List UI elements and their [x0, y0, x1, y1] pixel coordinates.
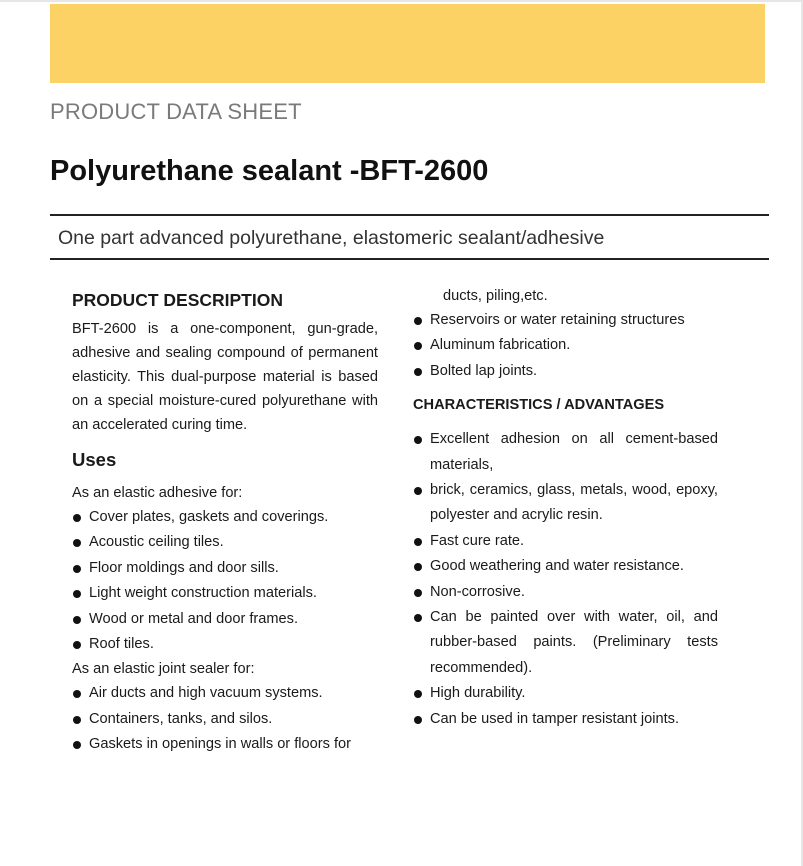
bullet-icon [73, 565, 81, 573]
list-item-text: Excellent adhesion on all cement-based materials, [430, 431, 718, 473]
characteristics-list [413, 427, 718, 732]
list-item [72, 505, 378, 530]
list-item-text: Gaskets in openings in walls or floors for [89, 736, 351, 753]
bullet-icon [73, 514, 81, 522]
bullet-icon [73, 716, 81, 724]
list-item [72, 732, 378, 757]
list-item-text: brick, ceramics, glass, metals, wood, epoxy, polyester and acrylic resin. [430, 482, 718, 524]
adhesive-list [72, 505, 378, 657]
list-item-text: Bolted lap joints. [430, 362, 538, 379]
description-heading: PRODUCT DESCRIPTION [72, 290, 283, 310]
list-item-text: Floor moldings and door sills. [89, 559, 279, 576]
list-item [413, 554, 718, 579]
list-item [413, 478, 718, 529]
adhesive-intro: As an elastic adhesive for: [72, 485, 243, 501]
bullet-icon [73, 539, 81, 547]
list-item [72, 581, 378, 606]
bullet-icon [414, 716, 422, 724]
list-item [413, 707, 718, 732]
bullet-icon [414, 368, 422, 376]
list-item-text: Aluminum fabrication. [430, 337, 571, 354]
right-column [413, 284, 718, 732]
description-text: BFT-2600 is a one-component, gun-grade, adhesive and sealing compound of permanent elasticity. This dual-purpose material is based on a special moisture-cured polyurethane with an accelerated curing time. [72, 321, 378, 433]
list-item [413, 681, 718, 706]
bullet-icon [73, 590, 81, 598]
bullet-icon [414, 342, 422, 350]
list-item [72, 707, 378, 732]
list-item [72, 530, 378, 555]
list-item-text: Good weathering and water resistance. [430, 558, 684, 575]
left-column [72, 288, 378, 758]
bullet-icon [414, 317, 422, 325]
bullet-icon [414, 690, 422, 698]
list-item-text: Can be painted over with water, oil, and rubber-based paints. (Preliminary tests recommended). [430, 609, 718, 676]
list-item [413, 605, 718, 681]
page-edge-top [0, 0, 803, 2]
list-item-text: Wood or metal and door frames. [89, 610, 299, 627]
bullet-icon [73, 690, 81, 698]
bullet-icon [73, 741, 81, 749]
list-item [413, 333, 718, 358]
bullet-icon [414, 563, 422, 571]
bullet-icon [414, 614, 422, 622]
list-item-text: Containers, tanks, and silos. [89, 710, 273, 727]
product-title: Polyurethane sealant -BFT-2600 [50, 155, 489, 187]
characteristics-heading: CHARACTERISTICS / ADVANTAGES [413, 397, 665, 414]
list-item-text: Reservoirs or water retaining structures [430, 312, 685, 328]
list-item-text: Air ducts and high vacuum systems. [89, 685, 323, 702]
bullet-icon [414, 589, 422, 597]
sheet-label: PRODUCT DATA SHEET [50, 99, 302, 124]
list-item [413, 427, 718, 478]
joint-intro: As an elastic joint sealer for: [72, 661, 255, 678]
title-divider-bottom [50, 258, 769, 260]
list-item-text: High durability. [430, 685, 526, 702]
list-item-text: Fast cure rate. [430, 532, 525, 549]
list-item-text: Cover plates, gaskets and coverings. [89, 509, 329, 525]
joint-list-continuation: ducts, piling,etc. [443, 288, 548, 304]
list-item [413, 308, 718, 333]
list-item-text: Acoustic ceiling tiles. [89, 534, 224, 551]
bullet-icon [414, 538, 422, 546]
list-item-text: Light weight construction materials. [89, 585, 317, 602]
list-item [413, 529, 718, 554]
bullet-icon [73, 616, 81, 624]
list-item [413, 580, 718, 605]
bullet-icon [414, 436, 422, 444]
title-divider-top [50, 214, 769, 216]
list-item-text: Can be used in tamper resistant joints. [430, 710, 680, 727]
joint-list [72, 681, 378, 757]
list-item-text: Non-corrosive. [430, 583, 525, 600]
bullet-icon [73, 641, 81, 649]
joint-list-continued [413, 308, 718, 384]
uses-heading: Uses [72, 449, 117, 470]
product-subtitle: One part advanced polyurethane, elastomeric sealant/adhesive [58, 227, 605, 249]
list-item [72, 681, 378, 706]
header-color-band [50, 4, 765, 83]
list-item [72, 632, 378, 657]
list-item [72, 556, 378, 581]
bullet-icon [414, 487, 422, 495]
list-item [413, 359, 718, 384]
list-item [72, 607, 378, 632]
list-item-text: Roof tiles. [89, 636, 154, 653]
